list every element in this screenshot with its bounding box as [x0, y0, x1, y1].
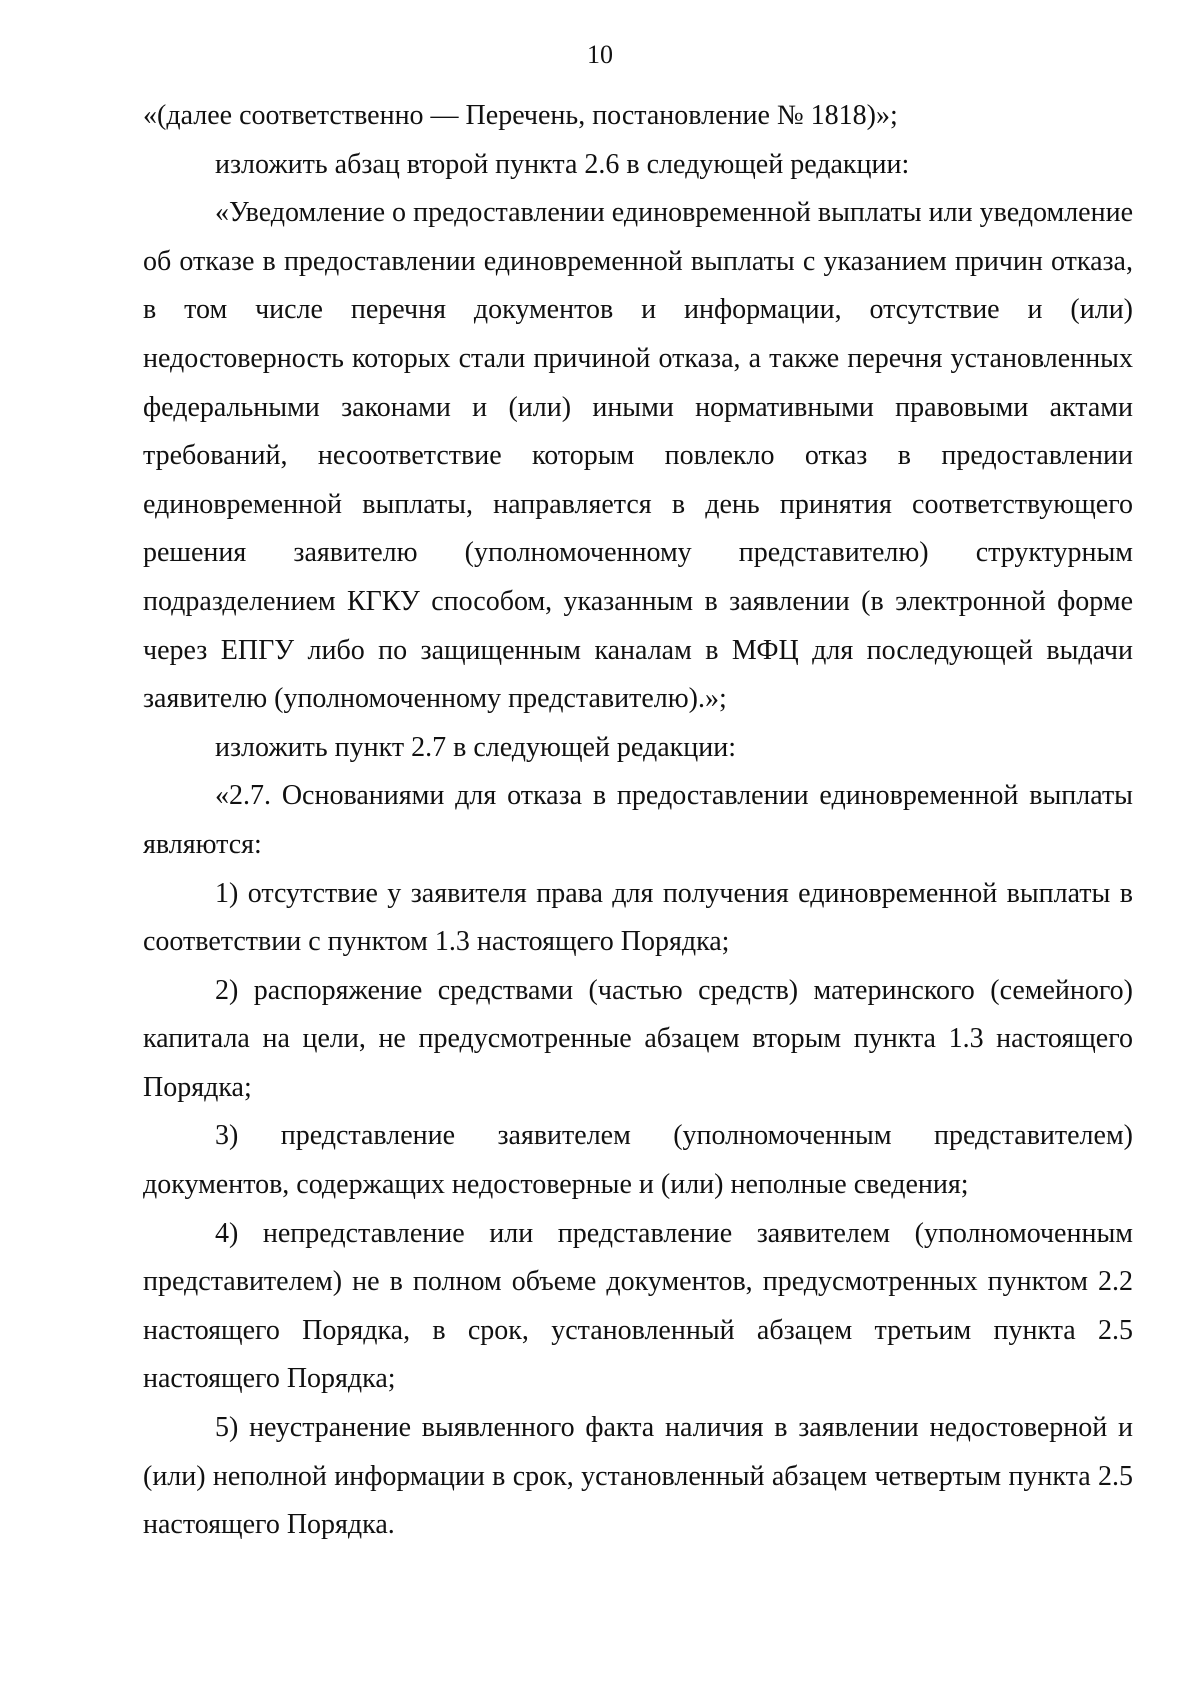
paragraph-3: «Уведомление о предоставлении единовременной выплаты или уведомление об отказе в предоставлении единовременной выплаты с указанием причин отказа, в том числе перечня документов и информации, отсутствие и (или) недостоверность которых стали причиной отказа, а также перечня установленных федеральными законами и (или) иными нормативными правовыми актами требований, несоответствие которым повлекло отказ в предоставлении единовременной выплаты, направляется в день принятия соответствующего решения заявителю (уполномоченному представителю) структурным подразделением КГКУ способом, указанным в заявлении (в электронной форме через ЕПГУ либо по защищенным каналам в МФЦ для последующей выдачи заявителю (уполномоченному представителю).»; — [143, 197, 1133, 715]
paragraph-2: изложить абзац второй пункта 2.6 в следующей редакции: — [215, 148, 910, 180]
paragraph-5: «2.7. Основаниями для отказа в предоставлении единовременной выплаты являются: — [143, 780, 1133, 860]
paragraph-6: 1) отсутствие у заявителя права для получения единовременной выплаты в соответствии с пунктом 1.3 настоящего Порядка; — [143, 877, 1133, 958]
paragraph-10: 5) неустранение выявленного факта наличия в заявлении недостоверной и (или) неполной информации в срок, установленный абзацем четвертым пункта 2.5 настоящего Порядка. — [143, 1412, 1133, 1541]
paragraph-9: 4) непредставление или представление заявителем (уполномоченным представителем) не в полном объеме документов, предусмотренных пунктом 2.2 настоящего Порядка, в срок, установленный абзацем третьим пункта 2.5 настоящего Порядка; — [143, 1217, 1133, 1395]
paragraph-8: 3) представление заявителем (уполномоченным представителем) документов, содержащих недостоверные и (или) неполные сведения; — [143, 1120, 1133, 1201]
paragraph-7: 2) распоряжение средствами (частью средств) материнского (семейного) капитала на цели, не предусмотренные абзацем вторым пункта 1.3 настоящего Порядка; — [143, 974, 1133, 1103]
paragraph-4: изложить пункт 2.7 в следующей редакции: — [215, 731, 736, 763]
page-number: 10 — [587, 40, 613, 69]
document-body — [143, 92, 1133, 1550]
paragraph-1: «(далее соответственно — Перечень, постановление № 1818)»; — [143, 100, 898, 131]
